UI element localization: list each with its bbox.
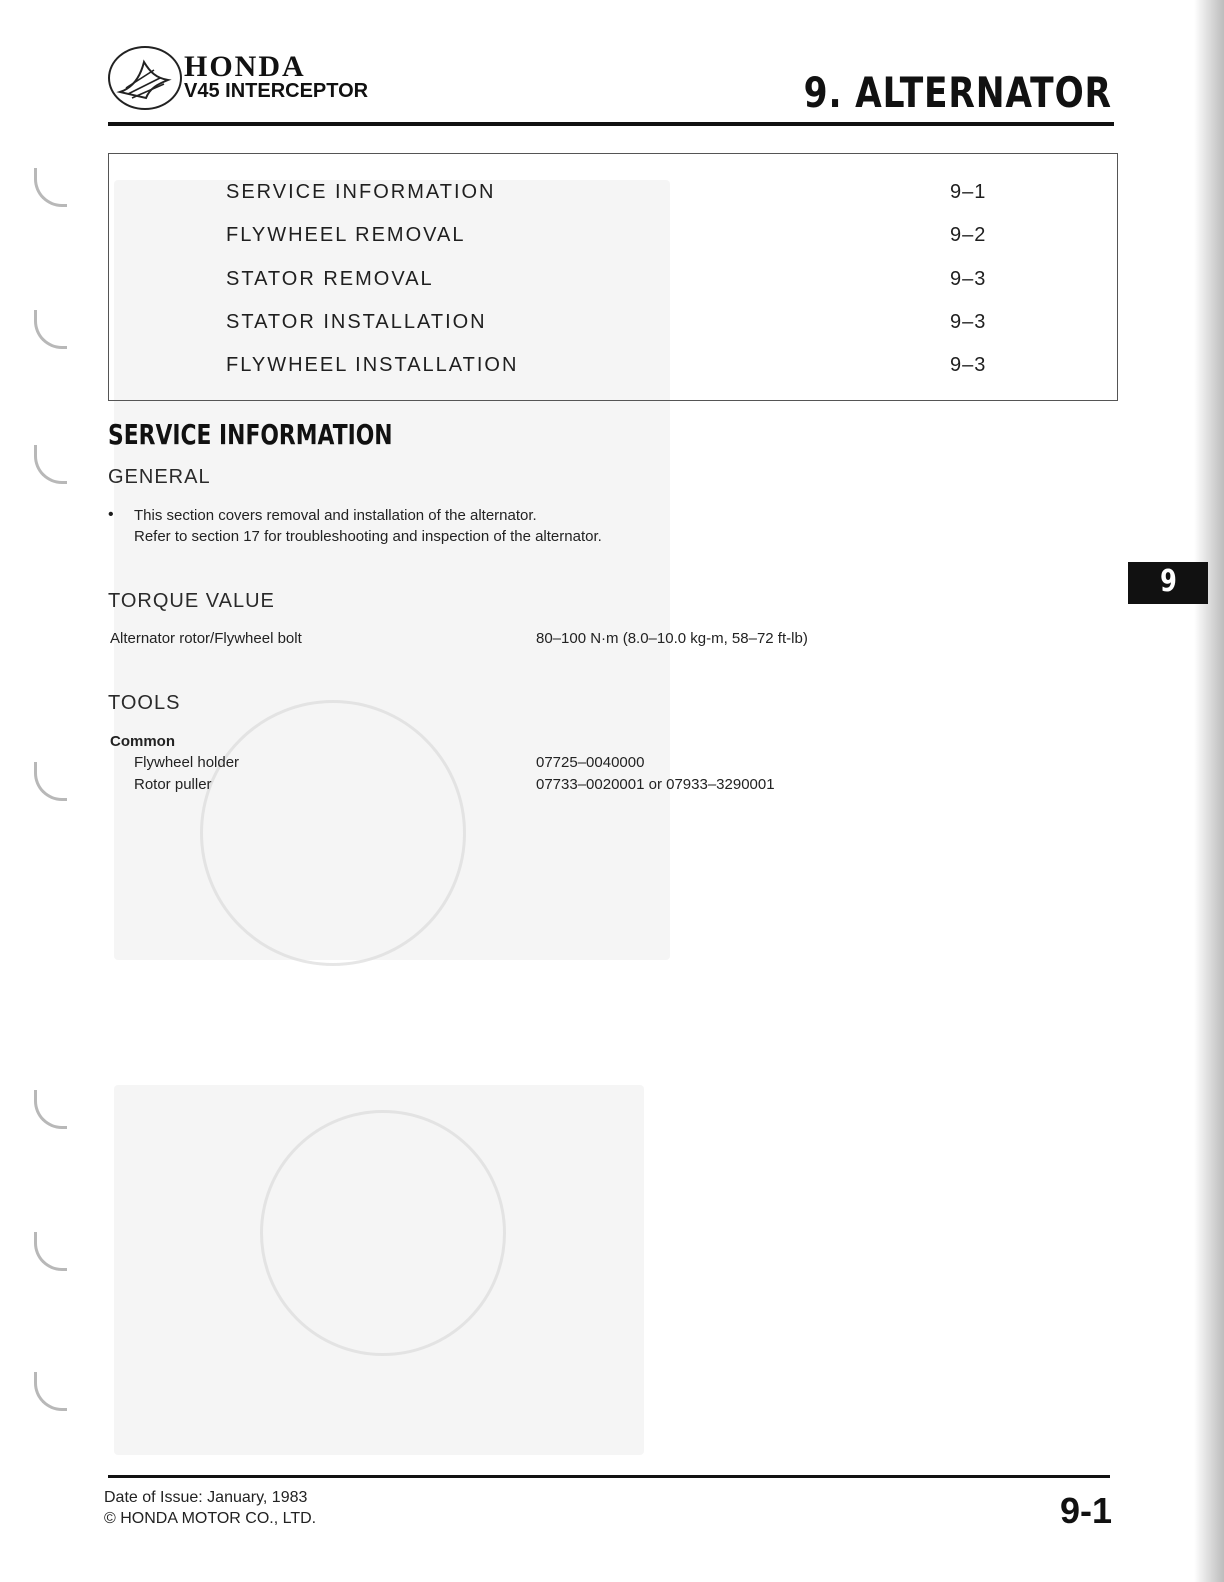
toc-item-page: 9–3 [950,268,987,290]
section-heading: SERVICE INFORMATION [108,418,393,451]
chapter-title: 9. ALTERNATOR [803,68,1112,117]
general-line-1: This section covers removal and installation of the alternator. [134,507,537,524]
toc-item-label[interactable]: STATOR REMOVAL [226,268,434,290]
binder-curl [34,445,67,484]
torque-value: 80–100 N·m (8.0–10.0 kg-m, 58–72 ft-lb) [536,630,808,647]
model-name: V45 INTERCEPTOR [184,80,369,102]
page-number: 9-1 [1059,1490,1112,1531]
tools-heading: TOOLS [108,692,181,714]
show-through-rotor-top [200,700,466,966]
toc-item-label[interactable]: SERVICE INFORMATION [226,181,496,203]
binder-curl [34,1090,67,1129]
copyright: © HONDA MOTOR CO., LTD. [104,1510,317,1527]
page-edge-shadow [1194,0,1224,1582]
toc-item-page: 9–3 [950,311,987,333]
torque-item: Alternator rotor/Flywheel bolt [110,630,302,647]
binder-curl [34,310,67,349]
chapter-tab-number: 9 [1160,564,1177,599]
issue-date: Date of Issue: January, 1983 [104,1489,308,1506]
chapter-tab [1128,562,1208,604]
show-through-rotor-bottom [260,1110,506,1356]
torque-heading: TORQUE VALUE [108,590,275,612]
toc-item-page: 9–2 [950,224,987,246]
tool-name: Flywheel holder [134,754,240,771]
toc-item-page: 9–3 [950,354,987,376]
toc-item-label[interactable]: STATOR INSTALLATION [226,311,487,333]
binder-curl [34,1232,67,1271]
tool-number: 07733–0020001 or 07933–3290001 [536,776,775,793]
tool-number: 07725–0040000 [536,754,645,771]
honda-wing-logo [108,46,182,110]
header-rule [108,122,1114,126]
footer-rule [108,1475,1110,1478]
toc-item-page: 9–1 [950,181,987,203]
general-line-2: Refer to section 17 for troubleshooting and inspection of the alternator. [134,528,602,545]
binder-curl [34,1372,67,1411]
binder-curl [34,168,67,207]
tools-category: Common [110,733,175,750]
binder-curl [34,762,67,801]
general-heading: GENERAL [108,466,211,488]
bullet-icon: • [108,506,114,523]
tool-name: Rotor puller [134,776,212,793]
toc-item-label[interactable]: FLYWHEEL REMOVAL [226,224,466,246]
brand-name: HONDA [184,50,306,83]
toc-item-label[interactable]: FLYWHEEL INSTALLATION [226,354,519,376]
